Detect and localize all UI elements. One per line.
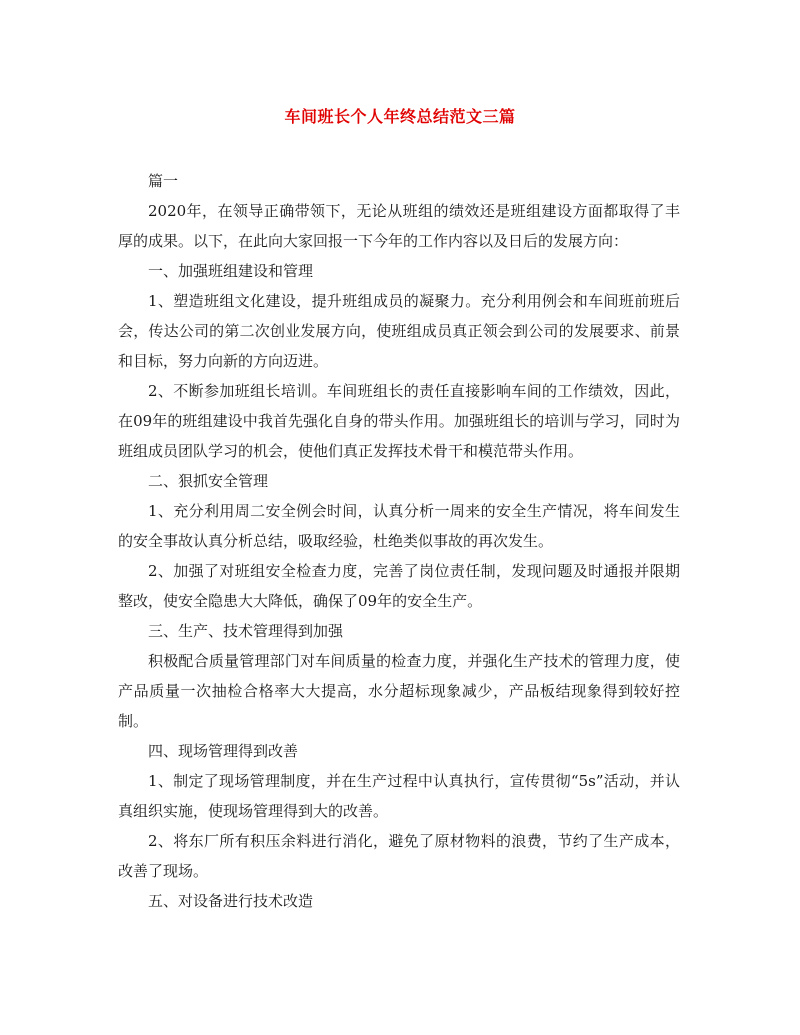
- body-paragraph: 1、制定了现场管理制度，并在生产过程中认真执行，宣传贯彻“5s”活动，并认真组织实施，使现场管理得到大的改善。: [118, 772, 680, 820]
- body-paragraph: 2、不断参加班组长培训。车间班组长的责任直接影响车间的工作绩效，因此，在09年的班组建设中我首先强化自身的带头作用。加强班组长的培训与学习，同时为班组成员团队学习的机会，使他们真正发挥技术骨干和模范带头作用。: [118, 382, 680, 460]
- body-paragraph: 1、充分利用周二安全例会时间，认真分析一周来的安全生产情况，将车间发生的安全事故认真分析总结，吸取经验，杜绝类似事故的再次发生。: [118, 502, 680, 550]
- body-paragraph: 2、将东厂所有积压余料进行消化，避免了原材物料的浪费，节约了生产成本，改善了现场。: [118, 832, 680, 880]
- body-paragraph: 积极配合质量管理部门对车间质量的检查力度，并强化生产技术的管理力度，使产品质量一次抽检合格率大大提高，水分超标现象减少，产品板结现象得到较好控制。: [118, 652, 680, 730]
- section-heading: 一、加强班组建设和管理: [148, 262, 314, 280]
- section-heading: 三、生产、技术管理得到加强: [148, 622, 344, 640]
- section-label: 篇一: [148, 172, 179, 190]
- document-title: 车间班长个人年终总结范文三篇: [284, 107, 516, 126]
- section-heading: 四、现场管理得到改善: [148, 742, 299, 760]
- section-heading: 二、狠抓安全管理: [148, 472, 269, 490]
- intro-paragraph: 2020年，在领导正确带领下，无论从班组的绩效还是班组建设方面都取得了丰厚的成果。以下，在此向大家回报一下今年的工作内容以及日后的发展方向：: [118, 202, 680, 250]
- body-paragraph: 2、加强了对班组安全检查力度，完善了岗位责任制，发现问题及时通报并限期整改，使安全隐患大大降低，确保了09年的安全生产。: [118, 562, 680, 610]
- document-body: [118, 166, 680, 916]
- section-heading: 五、对设备进行技术改造: [148, 892, 314, 910]
- body-paragraph: 1、塑造班组文化建设，提升班组成员的凝聚力。充分利用例会和车间班前班后会，传达公司的第二次创业发展方向，使班组成员真正领会到公司的发展要求、前景和目标，努力向新的方向迈进。: [118, 292, 680, 370]
